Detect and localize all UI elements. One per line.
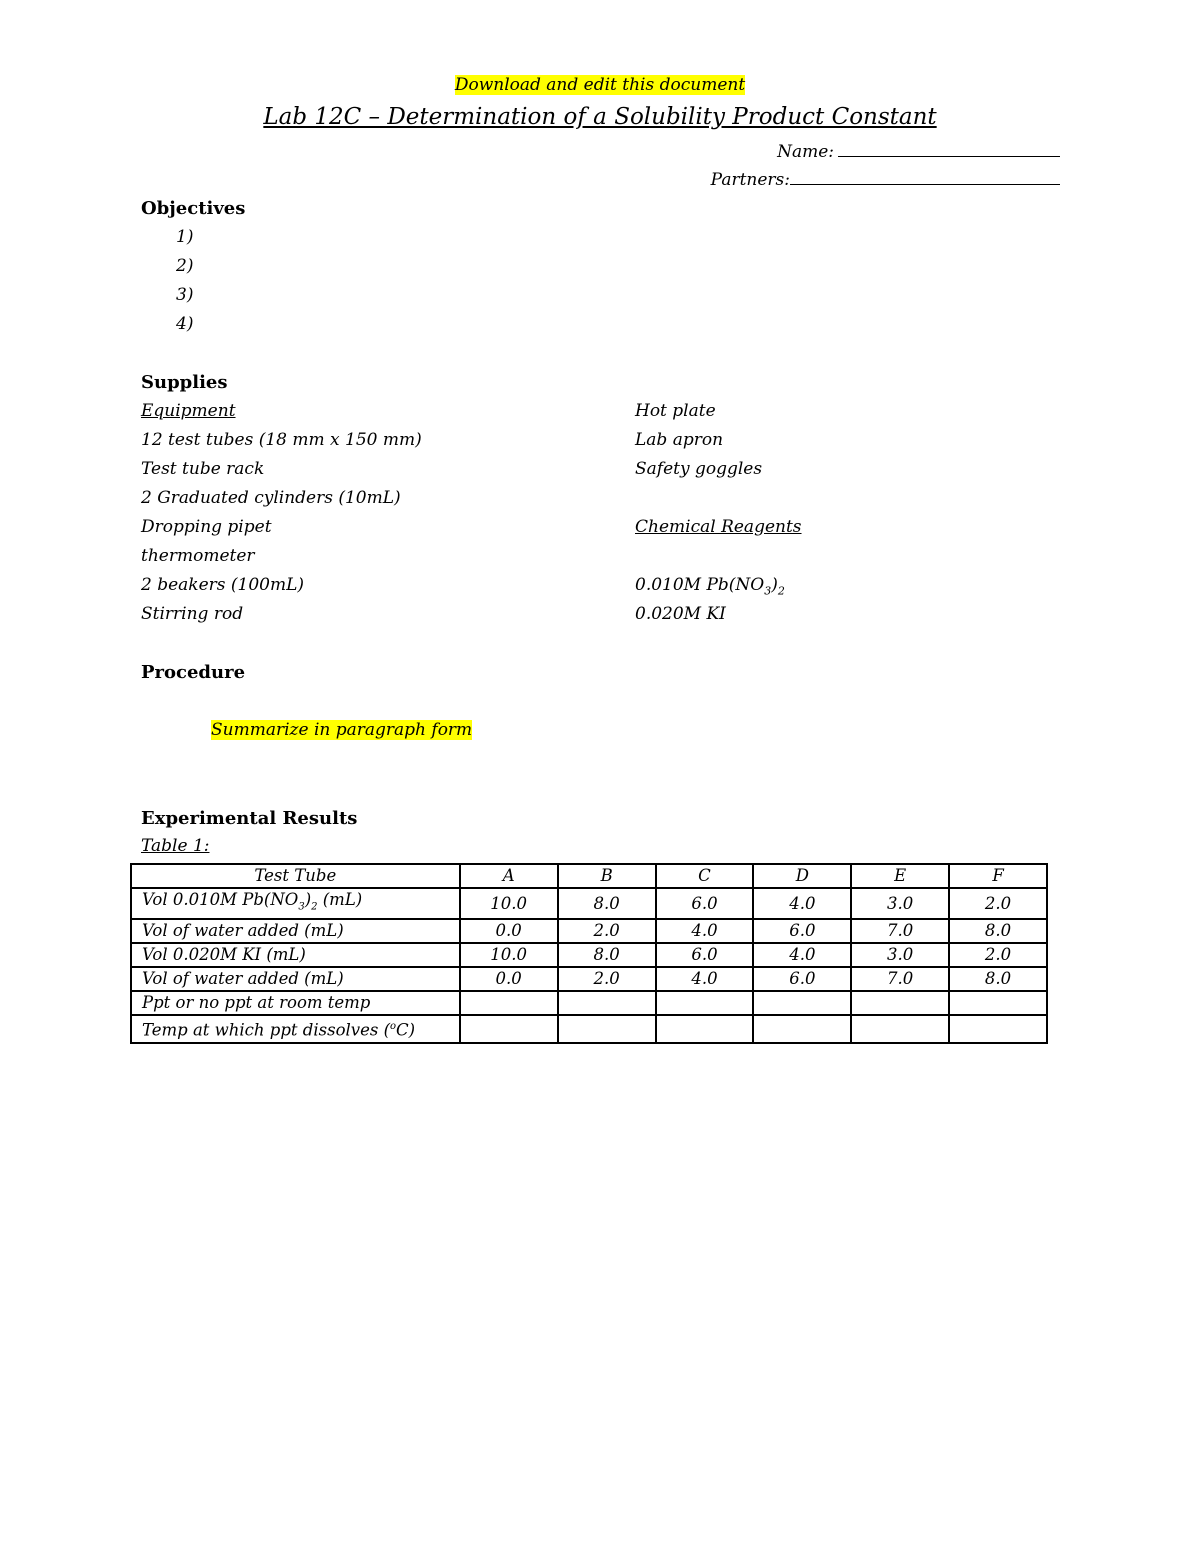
partners-label: Partners:	[710, 170, 790, 190]
equipment-item: 12 test tubes (18 mm x 150 mm)	[141, 430, 422, 450]
table-cell[interactable]: 2.0	[949, 943, 1047, 967]
row-label: Vol 0.010M $Pb(NO_3)_2$ (mL)	[131, 888, 460, 919]
table-cell[interactable]: 10.0	[460, 943, 558, 967]
table-cell[interactable]: 8.0	[949, 967, 1047, 991]
download-banner[interactable]: Download and edit this document	[454, 75, 746, 95]
partners-blank[interactable]	[790, 168, 1060, 185]
download-banner-row	[0, 75, 1200, 95]
table-row	[131, 888, 1047, 919]
row-label: Ppt or no ppt at room temp	[131, 991, 460, 1015]
table-cell[interactable]: 8.0	[949, 919, 1047, 943]
results-table	[130, 863, 1048, 1044]
table-cell[interactable]	[656, 991, 754, 1015]
row-label: Vol 0.020M KI (mL)	[131, 943, 460, 967]
table-cell[interactable]: 6.0	[656, 943, 754, 967]
procedure-instruction-row	[211, 720, 472, 740]
objective-item: 3)	[176, 285, 194, 305]
table-cell[interactable]: 2.0	[558, 967, 656, 991]
reagents-heading: Chemical Reagents	[635, 517, 802, 537]
table-cell[interactable]: 0.0	[460, 919, 558, 943]
table-header-row	[131, 864, 1047, 888]
column-header: C	[656, 864, 754, 888]
supplies-heading: Supplies	[141, 372, 228, 393]
equipment-item: 2 Graduated cylinders (10mL)	[141, 488, 401, 508]
table-cell[interactable]: 2.0	[558, 919, 656, 943]
table-cell[interactable]: 6.0	[753, 919, 851, 943]
table-row	[131, 991, 1047, 1015]
table-cell[interactable]	[753, 991, 851, 1015]
equipment-item: Safety goggles	[635, 459, 763, 479]
table-cell[interactable]: 10.0	[460, 888, 558, 919]
objective-item: 4)	[176, 314, 194, 334]
column-header: Test Tube	[131, 864, 460, 888]
row-label: Vol of water added (mL)	[131, 919, 460, 943]
table-cell[interactable]: 4.0	[753, 888, 851, 919]
table-cell[interactable]	[656, 1015, 754, 1043]
table-cell[interactable]: 8.0	[558, 888, 656, 919]
table-cell[interactable]	[851, 991, 949, 1015]
procedure-instruction: Summarize in paragraph form	[211, 720, 473, 740]
table-cell[interactable]	[949, 991, 1047, 1015]
table-cell[interactable]	[460, 991, 558, 1015]
row-label: Temp at which ppt dissolves ($^o$C)	[131, 1015, 460, 1043]
equipment-item: Hot plate	[635, 401, 716, 421]
table-cell[interactable]	[949, 1015, 1047, 1043]
column-header: B	[558, 864, 656, 888]
column-header: E	[851, 864, 949, 888]
document-title: Lab 12C – Determination of a Solubility Product Constant	[263, 104, 937, 130]
table-cell[interactable]: 6.0	[753, 967, 851, 991]
table-cell[interactable]	[558, 991, 656, 1015]
table-cell[interactable]: 4.0	[753, 943, 851, 967]
objective-item: 2)	[176, 256, 194, 276]
equipment-item: thermometer	[141, 546, 255, 566]
table-cell[interactable]: 6.0	[656, 888, 754, 919]
column-header: D	[753, 864, 851, 888]
objective-item: 1)	[176, 227, 194, 247]
equipment-heading: Equipment	[141, 401, 236, 421]
name-field	[777, 140, 1060, 162]
name-blank[interactable]	[838, 140, 1060, 157]
table-cell[interactable]	[460, 1015, 558, 1043]
partners-field	[711, 168, 1060, 190]
table-row	[131, 919, 1047, 943]
table-cell[interactable]: 4.0	[656, 967, 754, 991]
table-cell[interactable]	[558, 1015, 656, 1043]
table-cell[interactable]	[851, 1015, 949, 1043]
table-cell[interactable]: 8.0	[558, 943, 656, 967]
table-cell[interactable]: 0.0	[460, 967, 558, 991]
table-cell[interactable]: 4.0	[656, 919, 754, 943]
table-row	[131, 1015, 1047, 1043]
reagent-item: 0.020M KI	[635, 604, 726, 624]
column-header: F	[949, 864, 1047, 888]
row-label: Vol of water added (mL)	[131, 967, 460, 991]
table-cell[interactable]: 3.0	[851, 943, 949, 967]
results-heading: Experimental Results	[141, 808, 358, 829]
table-cell[interactable]: 2.0	[949, 888, 1047, 919]
equipment-item: Lab apron	[635, 430, 724, 450]
reagent-item: 0.010M $Pb(NO_3)_2$	[635, 575, 785, 598]
equipment-item: Test tube rack	[141, 459, 265, 479]
equipment-item: 2 beakers (100mL)	[141, 575, 305, 595]
table-row	[131, 967, 1047, 991]
column-header: A	[460, 864, 558, 888]
name-label: Name:	[777, 142, 834, 162]
table-cell[interactable]: 7.0	[851, 967, 949, 991]
table-row	[131, 943, 1047, 967]
procedure-heading: Procedure	[141, 662, 246, 683]
table-cell[interactable]: 3.0	[851, 888, 949, 919]
equipment-item: Dropping pipet	[141, 517, 272, 537]
objectives-heading: Objectives	[141, 198, 246, 219]
equipment-item: Stirring rod	[141, 604, 244, 624]
table-cell[interactable]: 7.0	[851, 919, 949, 943]
table-cell[interactable]	[753, 1015, 851, 1043]
table-label: Table 1:	[141, 836, 210, 856]
